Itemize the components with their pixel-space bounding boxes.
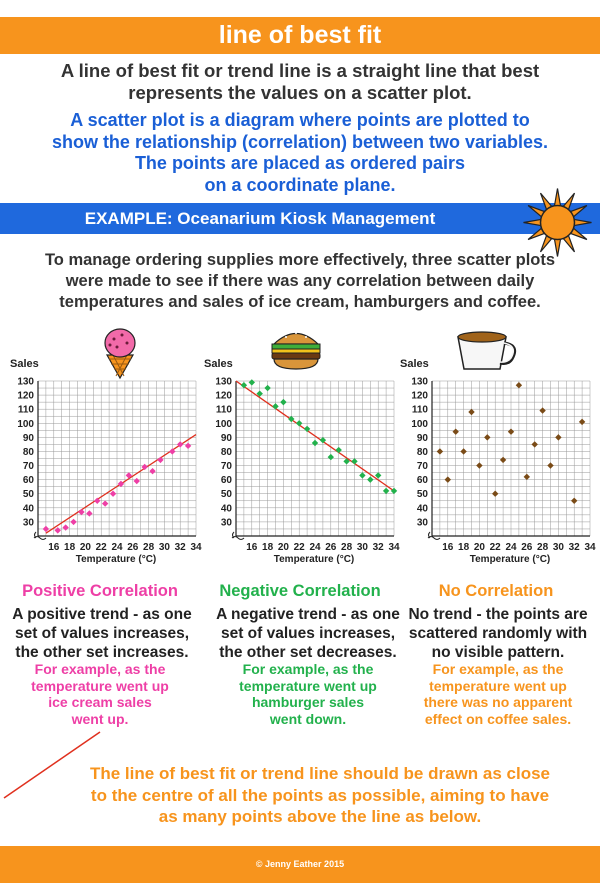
y-tick-label: 40	[220, 503, 232, 515]
x-axis-label: Temperature (°C)	[469, 554, 551, 565]
data-point	[336, 447, 342, 453]
x-tick-label: 32	[372, 542, 384, 553]
description-line: set of values increases,	[14, 625, 190, 642]
y-tick-label: 130	[411, 376, 428, 388]
data-point	[383, 488, 389, 494]
x-axis-label: Temperature (°C)	[75, 554, 157, 565]
y-tick-label: 120	[215, 390, 232, 402]
x-tick-label: 18	[262, 542, 274, 553]
axis-break	[35, 532, 37, 538]
no-correlation-example	[398, 661, 598, 727]
x-tick-label: 26	[521, 542, 533, 553]
x-tick-label: 34	[388, 542, 400, 553]
x-tick-label: 30	[158, 542, 170, 553]
x-tick-label: 20	[79, 542, 91, 553]
intro-line: A line of best fit or trend line is a straight line that best	[60, 60, 540, 81]
negative-correlation-title: Negative Correlation	[219, 582, 381, 600]
data-point	[500, 457, 506, 463]
example-description	[0, 250, 600, 313]
example-line: temperature went up	[429, 677, 567, 694]
note-line: The line of best fit or trend line should be drawn as close	[89, 764, 550, 783]
y-tick-label: 110	[215, 404, 232, 416]
footer-copyright: © Jenny Eather 2015	[0, 846, 600, 883]
axis-break	[233, 532, 235, 538]
y-tick-label: 70	[22, 461, 34, 473]
data-point	[359, 472, 365, 478]
y-tick-label: 90	[416, 432, 428, 444]
example-line: temperature went up	[239, 677, 377, 694]
x-tick-label: 24	[505, 542, 517, 553]
data-point	[453, 429, 459, 435]
x-tick-label: 26	[127, 542, 139, 553]
data-point	[264, 385, 270, 391]
definition-line: A scatter plot is a diagram where points are plotted to	[70, 110, 530, 130]
negative-correlation-example	[208, 661, 408, 727]
data-point	[272, 403, 278, 409]
note-line: to the centre of all the points as possible, aiming to have	[90, 785, 550, 805]
y-tick-label: 60	[220, 475, 232, 487]
data-point	[532, 441, 538, 447]
description-line: set of values increases,	[220, 625, 396, 642]
x-tick-label: 30	[552, 542, 564, 553]
description-line: scattered randomly with	[408, 625, 588, 642]
x-tick-label: 20	[277, 542, 289, 553]
data-point	[508, 429, 514, 435]
y-tick-label: 50	[22, 489, 34, 501]
data-point	[351, 458, 357, 464]
note-line: as many points above the line as below.	[158, 807, 482, 826]
y-tick-label: 40	[22, 503, 34, 515]
data-point	[468, 409, 474, 415]
x-axis-label: Temperature (°C)	[273, 554, 355, 565]
data-point	[78, 509, 84, 515]
example-line: temperature went up	[31, 677, 169, 694]
x-tick-label: 26	[325, 542, 337, 553]
data-point	[62, 524, 68, 530]
data-point	[328, 454, 334, 460]
y-tick-label: 60	[22, 475, 34, 487]
data-point	[516, 382, 522, 388]
data-point	[445, 476, 451, 482]
y-tick-label: 100	[17, 418, 34, 430]
y-axis-label: Sales	[204, 358, 233, 370]
description-line: To manage ordering supplies more effectively, three scatter plots	[44, 251, 556, 269]
data-point	[86, 510, 92, 516]
hamburger-scatter-plot	[198, 325, 403, 575]
coffee-scatter-plot	[394, 325, 599, 575]
data-point	[539, 407, 545, 413]
data-point	[304, 426, 310, 432]
x-tick-label: 22	[489, 542, 501, 553]
x-tick-label: 22	[293, 542, 305, 553]
sun-ray	[573, 219, 591, 225]
ice-cream-scatter-plot	[0, 325, 205, 575]
y-axis-label: Sales	[400, 358, 429, 370]
y-tick-label: 70	[416, 461, 428, 473]
data-point	[55, 527, 61, 533]
coffee-cup-icon	[458, 332, 515, 369]
definition-line: The points are placed as ordered pairs	[134, 153, 466, 173]
x-tick-label: 20	[473, 542, 485, 553]
data-point	[296, 420, 302, 426]
x-tick-label: 22	[95, 542, 107, 553]
y-tick-label: 90	[220, 432, 232, 444]
x-tick-label: 28	[537, 542, 549, 553]
y-tick-label: 110	[17, 404, 34, 416]
description-line: No trend - the points are	[408, 606, 588, 623]
x-tick-label: 30	[356, 542, 368, 553]
example-line: went up.	[71, 710, 129, 727]
data-point	[110, 491, 116, 497]
positive-correlation-description	[2, 605, 202, 662]
y-tick-label: 30	[416, 517, 428, 529]
x-tick-label: 24	[309, 542, 321, 553]
y-tick-label: 50	[220, 489, 232, 501]
x-tick-label: 34	[190, 542, 202, 553]
definition-line: on a coordinate plane.	[204, 174, 396, 195]
example-line: For example, as the	[432, 661, 564, 677]
example-line: effect on coffee sales.	[424, 710, 572, 727]
y-tick-label: 130	[17, 376, 34, 388]
data-point	[280, 399, 286, 405]
sun-ray	[554, 189, 560, 207]
data-point	[579, 419, 585, 425]
description-line: the other set increases.	[15, 644, 189, 661]
x-tick-label: 32	[174, 542, 186, 553]
x-tick-label: 18	[64, 542, 76, 553]
scatter-plot-definition	[0, 110, 600, 196]
y-tick-label: 30	[22, 517, 34, 529]
intro-line: represents the values on a scatter plot.	[128, 82, 472, 103]
x-tick-label: 34	[584, 542, 596, 553]
x-tick-label: 24	[111, 542, 123, 553]
data-point	[492, 491, 498, 497]
x-tick-label: 16	[246, 542, 258, 553]
example-line: hamburger sales	[251, 694, 365, 710]
data-point	[149, 468, 155, 474]
positive-correlation-title: Positive Correlation	[22, 582, 178, 600]
y-tick-label: 100	[411, 418, 428, 430]
x-tick-label: 18	[458, 542, 470, 553]
y-tick-label: 80	[416, 446, 428, 458]
y-tick-label: 60	[416, 475, 428, 487]
y-tick-label: 120	[17, 390, 34, 402]
y-tick-label: 110	[411, 404, 428, 416]
description-line: the other set decreases.	[219, 644, 397, 661]
data-point	[70, 519, 76, 525]
sun-icon	[520, 185, 595, 260]
y-tick-label: 50	[416, 489, 428, 501]
x-tick-label: 16	[442, 542, 454, 553]
example-label: EXAMPLE: Oceanarium Kiosk Management	[84, 209, 436, 228]
example-line: For example, as the	[34, 661, 166, 677]
data-point	[157, 457, 163, 463]
definition-line: show the relationship (correlation) between two variables.	[51, 131, 549, 152]
y-tick-label: 120	[411, 390, 428, 402]
positive-correlation-example	[0, 661, 200, 727]
data-point	[249, 379, 255, 385]
example-bar	[0, 203, 600, 234]
y-tick-label: 80	[220, 446, 232, 458]
data-point	[134, 478, 140, 484]
x-tick-label: 28	[341, 542, 353, 553]
data-point	[102, 500, 108, 506]
data-point	[185, 443, 191, 449]
description-line: were made to see if there was any correlation between daily	[65, 272, 535, 290]
page-title: line of best fit	[0, 17, 600, 54]
description-line: A positive trend - as one	[12, 606, 192, 623]
y-tick-label: 70	[220, 461, 232, 473]
x-tick-label: 32	[568, 542, 580, 553]
sun-ray	[524, 219, 542, 225]
example-line: went down.	[269, 710, 347, 727]
example-line: For example, as the	[242, 661, 374, 677]
example-line: ice cream sales	[48, 694, 152, 710]
data-point	[547, 462, 553, 468]
data-point	[571, 498, 577, 504]
description-line: temperatures and sales of ice cream, hamburgers and coffee.	[59, 293, 541, 311]
data-point	[476, 462, 482, 468]
data-point	[460, 448, 466, 454]
intro-text	[0, 60, 600, 104]
no-correlation-description	[398, 605, 598, 662]
description-line: no visible pattern.	[431, 644, 565, 661]
no-correlation-title: No Correlation	[438, 582, 554, 600]
y-tick-label: 130	[215, 376, 232, 388]
data-point	[484, 434, 490, 440]
data-point	[555, 434, 561, 440]
data-point	[437, 448, 443, 454]
example-line: there was no apparent	[423, 694, 573, 710]
data-point	[524, 474, 530, 480]
negative-correlation-description	[208, 605, 408, 662]
y-tick-label: 30	[220, 517, 232, 529]
hamburger-icon	[272, 332, 320, 369]
y-tick-label: 100	[215, 418, 232, 430]
ice-cream-icon	[105, 329, 135, 378]
y-tick-label: 90	[22, 432, 34, 444]
data-point	[367, 476, 373, 482]
x-tick-label: 28	[143, 542, 155, 553]
data-point	[312, 440, 318, 446]
y-tick-label: 80	[22, 446, 34, 458]
best-fit-note	[40, 763, 600, 828]
y-axis-label: Sales	[10, 358, 39, 370]
y-tick-label: 40	[416, 503, 428, 515]
x-tick-label: 16	[48, 542, 60, 553]
axis-break	[429, 532, 431, 538]
description-line: A negative trend - as one	[216, 606, 400, 623]
